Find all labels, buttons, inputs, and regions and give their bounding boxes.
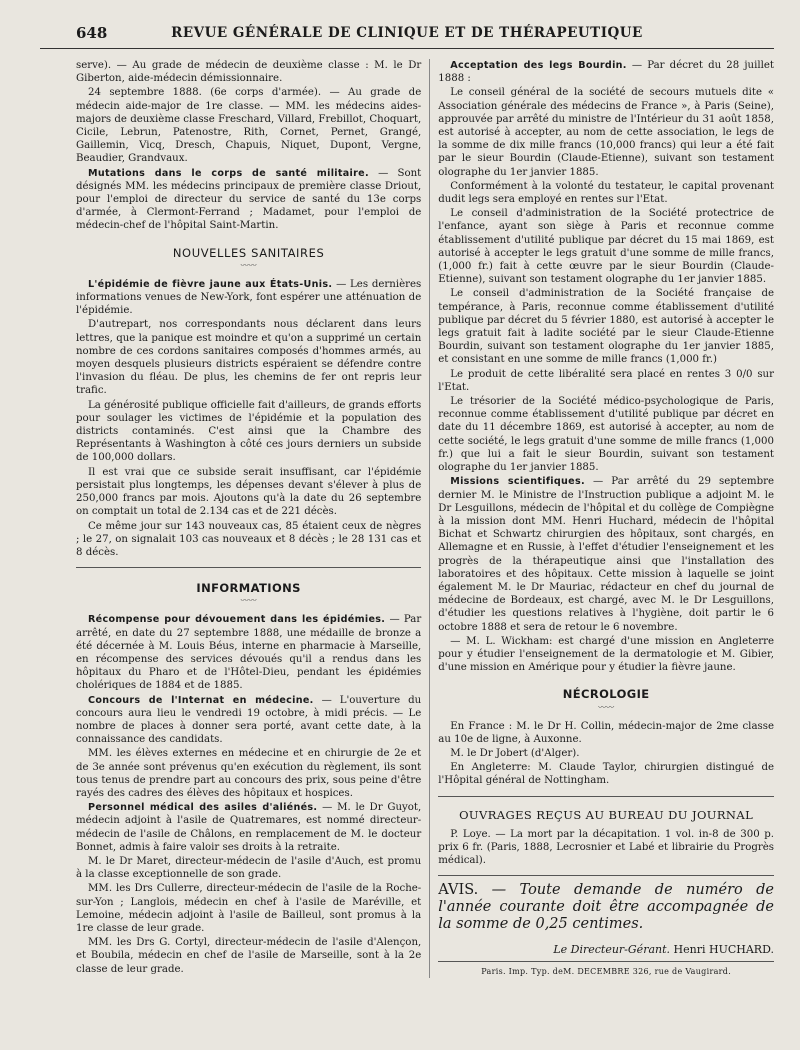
signature-line: [438, 943, 774, 961]
signature-name: Henri HUCHARD.: [670, 943, 774, 957]
signature-role: Le Directeur-Gérant.: [553, 943, 671, 957]
lead-personnel: Personnel médical des asiles d'aliénés.: [88, 802, 318, 814]
paragraph-maret: M. le Dr Maret, directeur-médecin de l'asile d'Auch, est promu à la classe exceptionnelle de son grade.: [76, 855, 422, 881]
section-rule: [438, 796, 774, 797]
printer-imprint: Paris. Imp. Typ. deM. DECEMBRE 326, rue de Vaugirard.: [481, 966, 732, 976]
paragraph-recompense: Récompense pour dévouement dans les épidémies. — Par arrêté, en date du 27 septembre 1888, une médaille de bronze a été décernée à M. Louis Béus, interne en pharmacie à Marseille, en récompense des services dévoués qu'il a rendus dans les hôpitaux du Pharo et de l'Hôtel-Dieu, pendant les épidémies cholériques de 1884 et de 1885.: [76, 614, 422, 692]
paragraph-serve: serve). — Au grade de médecin de deuxième classe : M. le Dr Giberton, aide-médecin démissionnaire.: [76, 60, 422, 85]
paragraph-generosite: La générosité publique officielle fait d'ailleurs, de grands efforts pour soulager les victimes de l'épidémie et la population des districts contaminés. C'est ainsi que la Chambre des Représentants à Washington à côté ces jours derniers un subside de 100,000 dollars.: [76, 399, 422, 464]
section-rule: [76, 567, 421, 568]
two-column-body: [40, 59, 774, 978]
lead-bourdin: Acceptation des legs Bourdin.: [450, 60, 627, 71]
paragraph-cullerre: MM. les Drs Cullerre, directeur-médecin de l'asile de la Roche-sur-Yon ; Langlois, médecin en chef à l'asile de Maréville, et Lemoine, médecin adjoint à l'asile de Bailleul, sont promus à la 1re classe de leur grade.: [76, 883, 422, 934]
paragraph-necro-jobert: M. le Dr Jobert (d'Alger).: [450, 747, 580, 759]
flourish-divider: 〰〰: [598, 702, 615, 712]
journal-title: REVUE GÉNÉRALE DE CLINIQUE ET DE THÉRAPEUTIQUE: [171, 25, 643, 41]
paragraph-epidemie: L'épidémie de fièvre jaune aux États-Unis. — Les dernières informations venues de New-York, font espérer une atténuation de l'épidémie.: [76, 278, 422, 317]
right-column: [429, 59, 774, 978]
paragraph-conformement: Conformément à la volonté du testateur, le capital provenant dudit legs sera employé en rentes sur l'Etat.: [438, 180, 774, 206]
paragraph-produit: Le produit de cette libéralité sera placé en rentes 3 0/0 sur l'Etat.: [438, 368, 774, 393]
lead-missions: Missions scientifiques.: [450, 476, 585, 488]
paragraph-tresorier: Le trésorier de la Société médico-psychologique de Paris, reconnue comme établissement d'utilité publique par décret en date du 11 décembre 1869, est autorisé à accepter, au nom de cette société, le legs gratuit d'une somme de mille francs (1,000 fr.) que lui a fait le sieur Bourdin, suivant son testament olographe du 1er janvier 1885.: [438, 396, 774, 474]
section-title-necrologie: NÉCROLOGIE: [562, 687, 650, 702]
paragraph-meme-jour: Ce même jour sur 143 nouveaux cas, 85 étaient ceux de nègres ; le 27, on signalait 103 cas nouveaux et 8 décès ; le 28 131 cas et 8 décès.: [76, 520, 422, 558]
running-head: [40, 22, 774, 49]
paragraph-autrepart: D'autrepart, nos correspondants nous déclarent dans leurs lettres, que la panique est moindre et qu'on a supprimé un certain nombre de ces cordons sanitaires composés d'hommes armés, au moyen desquels plusieurs districts espéraient se défendre contre l'invasion du fléau. De plus, les chemins de fer ont repris leur trafic.: [76, 319, 422, 397]
left-column: [40, 59, 429, 978]
avis-label: AVIS.: [438, 882, 479, 899]
paragraph-concours: Concours de l'Internat en médecine. — L'ouverture du concours aura lieu le vendredi 19 octobre, à midi précis. — Le nombre de places à donner sera porté, avant cette date, à la connaissance des candidats.: [76, 694, 422, 746]
paragraph-necro-angleterre: En Angleterre: M. Claude Taylor, chirurgien distingué de l'Hôpital général de Nottingham.: [438, 762, 774, 787]
page-number: 648: [76, 24, 108, 42]
paragraph-temperance: Le conseil d'administration de la Société française de tempérance, à Paris, reconnue comme établissement d'utilité publique par décret du 5 février 1880, est autorisé à accepter le legs gratuit fait à ladite société par le sieur Claude-Etienne Bourdin, suivant son testament olographe du 1er janvier 1885, et consistant en une somme de mille francs (1,000 fr.): [438, 288, 774, 366]
paragraph-personnel: Personnel médical des asiles d'aliénés. — M. le Dr Guyot, médecin adjoint à l'asile de Quatremares, est nommé directeur-médecin de l'asile de Châlons, en remplacement de M. le docteur Bonnet, admis à faire valoir ses droits à la retraite.: [76, 802, 422, 853]
paragraph-ouvrage-loye: P. Loye. — La mort par la décapitation. 1 vol. in-8 de 300 p. prix 6 fr. (Paris, 1888, Lecrosnier et Labé et librairie du Progrès médical).: [438, 828, 774, 867]
flourish-divider: 〰〰: [240, 596, 257, 606]
lead-epidemie: L'épidémie de fièvre jaune aux États-Unis.: [88, 278, 333, 290]
paragraph-eleves: MM. les élèves externes en médecine et en chirurgie de 2e et de 3e année sont prévenus qu'en exécution du règlement, ils sont tous tenus de prendre part au concours des prix, sous peine d'être rayés des cadres des élèves des hôpitaux et hospices.: [76, 748, 422, 799]
paragraph-enfance: Le conseil d'administration de la Société protectrice de l'enfance, ayant son siège à Paris et reconnue comme établissement d'utilité publique par décret du 15 mai 1869, est autorisé à accepter le legs gratuit d'une somme de mille francs, (1,000 fr.) fait à cette œuvre par le sieur Bourdin (Claude-Etienne), suivant son testament olographe du 1er janvier 1885.: [438, 208, 774, 286]
avis-text: — Toute demande de numéro de l'année courante doit être accompagnée de la somme de 0,25 centimes.: [438, 882, 774, 933]
paragraph-insuffisant: Il est vrai que ce subside serait insuffisant, car l'épidémie persistait plus longtemps, les dépenses devant s'élever à plus de 250,000 francs par mois. Ajoutons qu'à la date du 26 septembre on comptait un total de 2.134 cas et de 221 décès.: [76, 466, 422, 518]
paragraph-24-septembre: 24 septembre 1888. (6e corps d'armée). — Au grade de médecin aide-major de 1re classe. — MM. les médecins aides-majors de deuxième classe Freschard, Villard, Frebillot, Choquart, Cicile, Lebrun, Patenostre, Rith, Cornet, Pernet, Grangé, Gaillemin, Vicq, Dresch, Chapuis, Niquet, Dupont, Vergne, Beaudier, Grandvaux.: [76, 87, 422, 165]
section-title-informations: INFORMATIONS: [196, 581, 301, 596]
paragraph-mutations: Mutations dans le corps de santé militaire. — Sont désignés MM. les médecins principaux de première classe Driout, pour l'emploi de directeur du service de santé du 13e corps d'armée, à Clermont-Ferrand ; Madamet, pour l'emploi de médecin-chef de l'hôpital Saint-Martin.: [76, 167, 422, 232]
paragraph-cortyl: MM. les Drs G. Cortyl, directeur-médecin de l'asile d'Alençon, et Boubila, médecin en chef de l'asile de Marseille, sont à la 2e classe de leur grade.: [76, 937, 422, 975]
lead-mutations: Mutations dans le corps de santé militaire.: [88, 167, 369, 179]
paragraph-secours: Le conseil général de la société de secours mutuels dite « Association générale des médecins de France », à Paris (Seine), approuvée par arrêté du ministre de l'Intérieur du 31 août 1858, est autorisé à accepter, au nom de cette association, le legs de la somme de dix mille francs (10,000 francs) qui leur a été fait par le sieur Bourdin (Claude-Etienne), suivant son testament olographe du 1er janvier 1885.: [438, 87, 774, 178]
flourish-divider: 〰〰: [240, 260, 257, 270]
section-title-nouvelles: NOUVELLES SANITAIRES: [172, 245, 325, 260]
lead-concours: Concours de l'Internat en médecine.: [88, 694, 314, 706]
lead-recompense: Récompense pour dévouement dans les épidémies.: [88, 614, 386, 626]
paragraph-wickham: — M. L. Wickham: est chargé d'une mission en Angleterre pour y étudier l'enseignement de la dermatologie et M. Gibier, d'une mission en Amérique pour y étudier la fièvre jaune.: [438, 635, 774, 674]
paragraph-necro-france: En France : M. le Dr H. Collin, médecin-major de 2me classe au 10e de ligne, à Auxonne.: [438, 720, 774, 745]
paragraph-bourdin: Acceptation des legs Bourdin. — Par décret du 28 juillet 1888 :: [438, 60, 774, 85]
section-title-ouvrages: OUVRAGES REÇUS AU BUREAU DU JOURNAL: [459, 807, 754, 822]
paragraph-missions: Missions scientifiques. — Par arrêté du 29 septembre dernier M. le Ministre de l'Instruction publique a adjoint M. le Dr Lesguillons, médecin de l'hôpital et du collège de Compiègne à la mission dont MM. Henri Huchard, médecin de l'hôpital Bichat et Schwartz chirurgien des hôpitaux, sont chargés, en Allemagne et en Russie, à l'effet d'étudier l'enseignement et les progrès de la thérapeutique ainsi que l'installation des laboratoires et des hôpitaux. Cette mission à laquelle se joint également M. le Dr Mauriac, rédacteur en chef du journal de médecine de Bordeaux, est chargé, avec M. le Dr Lesguillons, d'étudier les questions relatives à l'hygiène, doit partir le 6 octobre 1888 et sera de retour le 6 novembre.: [438, 476, 774, 633]
avis-notice: [438, 875, 774, 933]
